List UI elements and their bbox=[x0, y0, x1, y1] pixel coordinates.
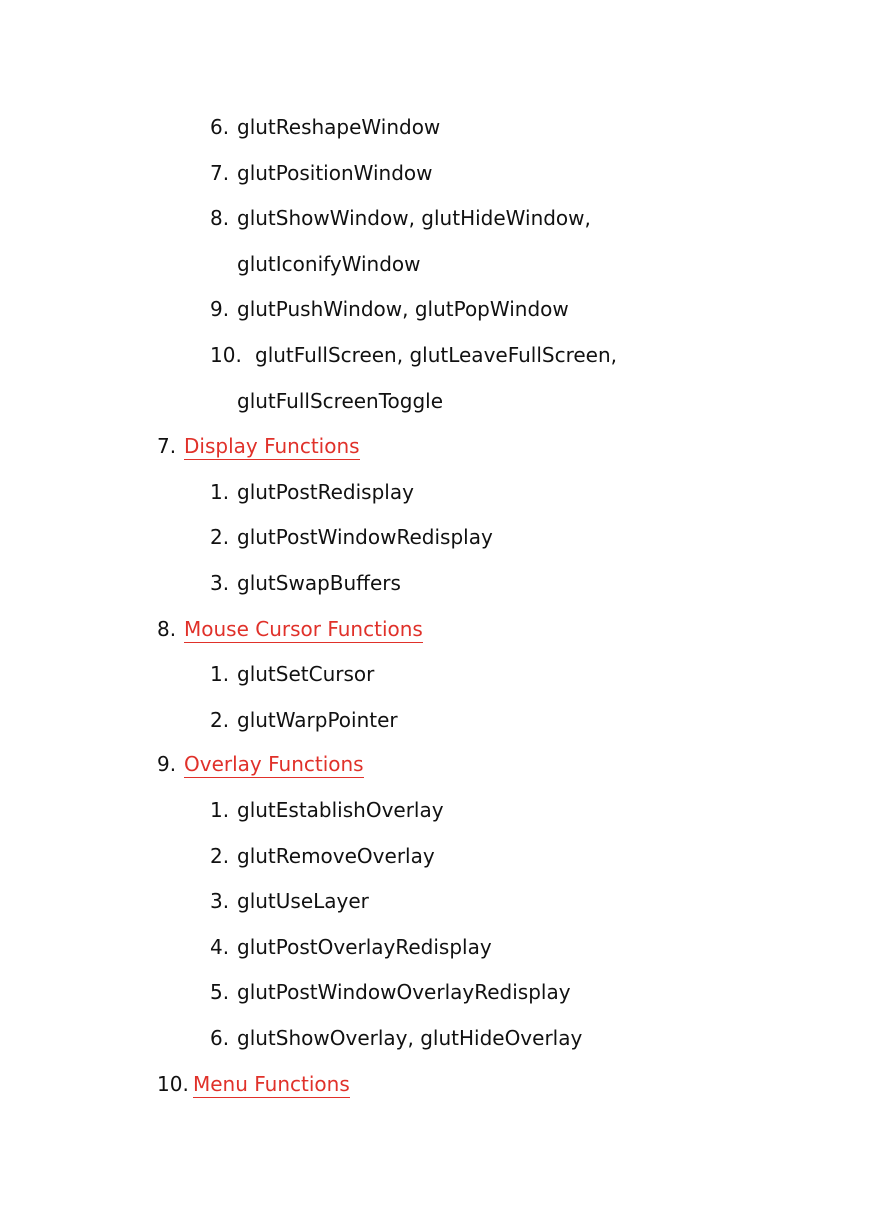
list-item-continuation: glutFullScreenToggle bbox=[237, 389, 444, 413]
list-item-number: 4. bbox=[210, 935, 230, 959]
list-item-number: 5. bbox=[210, 980, 230, 1004]
list-item: glutPostOverlayRedisplay bbox=[237, 935, 492, 959]
section-number: 9. bbox=[157, 752, 177, 776]
section-number: 8. bbox=[157, 617, 177, 641]
list-item: glutUseLayer bbox=[237, 889, 369, 913]
list-item-number: 1. bbox=[210, 662, 230, 686]
list-item: glutWarpPointer bbox=[237, 708, 398, 732]
list-item: glutPostWindowRedisplay bbox=[237, 525, 493, 549]
list-item-number: 10. bbox=[210, 343, 242, 367]
list-item: glutEstablishOverlay bbox=[237, 798, 444, 822]
section-link-menu-functions[interactable]: Menu Functions bbox=[193, 1072, 350, 1096]
list-item: glutReshapeWindow bbox=[237, 115, 441, 139]
list-item-continuation: glutIconifyWindow bbox=[237, 252, 421, 276]
list-item-number: 1. bbox=[210, 480, 230, 504]
list-item-number: 3. bbox=[210, 571, 230, 595]
list-item-number: 2. bbox=[210, 844, 230, 868]
section-link-overlay-functions[interactable]: Overlay Functions bbox=[184, 752, 364, 776]
list-item-number: 3. bbox=[210, 889, 230, 913]
list-item: glutPushWindow, glutPopWindow bbox=[237, 297, 569, 321]
list-item-number: 2. bbox=[210, 708, 230, 732]
list-item: glutPostRedisplay bbox=[237, 480, 414, 504]
list-item-number: 9. bbox=[210, 297, 230, 321]
list-item: glutRemoveOverlay bbox=[237, 844, 435, 868]
list-item: glutPositionWindow bbox=[237, 161, 433, 185]
section-link-mouse-cursor-functions[interactable]: Mouse Cursor Functions bbox=[184, 617, 423, 641]
list-item-number: 8. bbox=[210, 206, 230, 230]
list-item: glutSetCursor bbox=[237, 662, 375, 686]
list-item-number: 2. bbox=[210, 525, 230, 549]
section-number: 7. bbox=[157, 434, 177, 458]
list-item-number: 6. bbox=[210, 1026, 230, 1050]
list-item: glutShowOverlay, glutHideOverlay bbox=[237, 1026, 583, 1050]
list-item-number: 7. bbox=[210, 161, 230, 185]
list-item: glutShowWindow, glutHideWindow, bbox=[237, 206, 591, 230]
list-item: glutFullScreen, glutLeaveFullScreen, bbox=[255, 343, 618, 367]
list-item: glutPostWindowOverlayRedisplay bbox=[237, 980, 571, 1004]
section-link-display-functions[interactable]: Display Functions bbox=[184, 434, 360, 458]
list-item: glutSwapBuffers bbox=[237, 571, 401, 595]
list-item-number: 1. bbox=[210, 798, 230, 822]
list-item-number: 6. bbox=[210, 115, 230, 139]
section-number: 10. bbox=[157, 1072, 189, 1096]
